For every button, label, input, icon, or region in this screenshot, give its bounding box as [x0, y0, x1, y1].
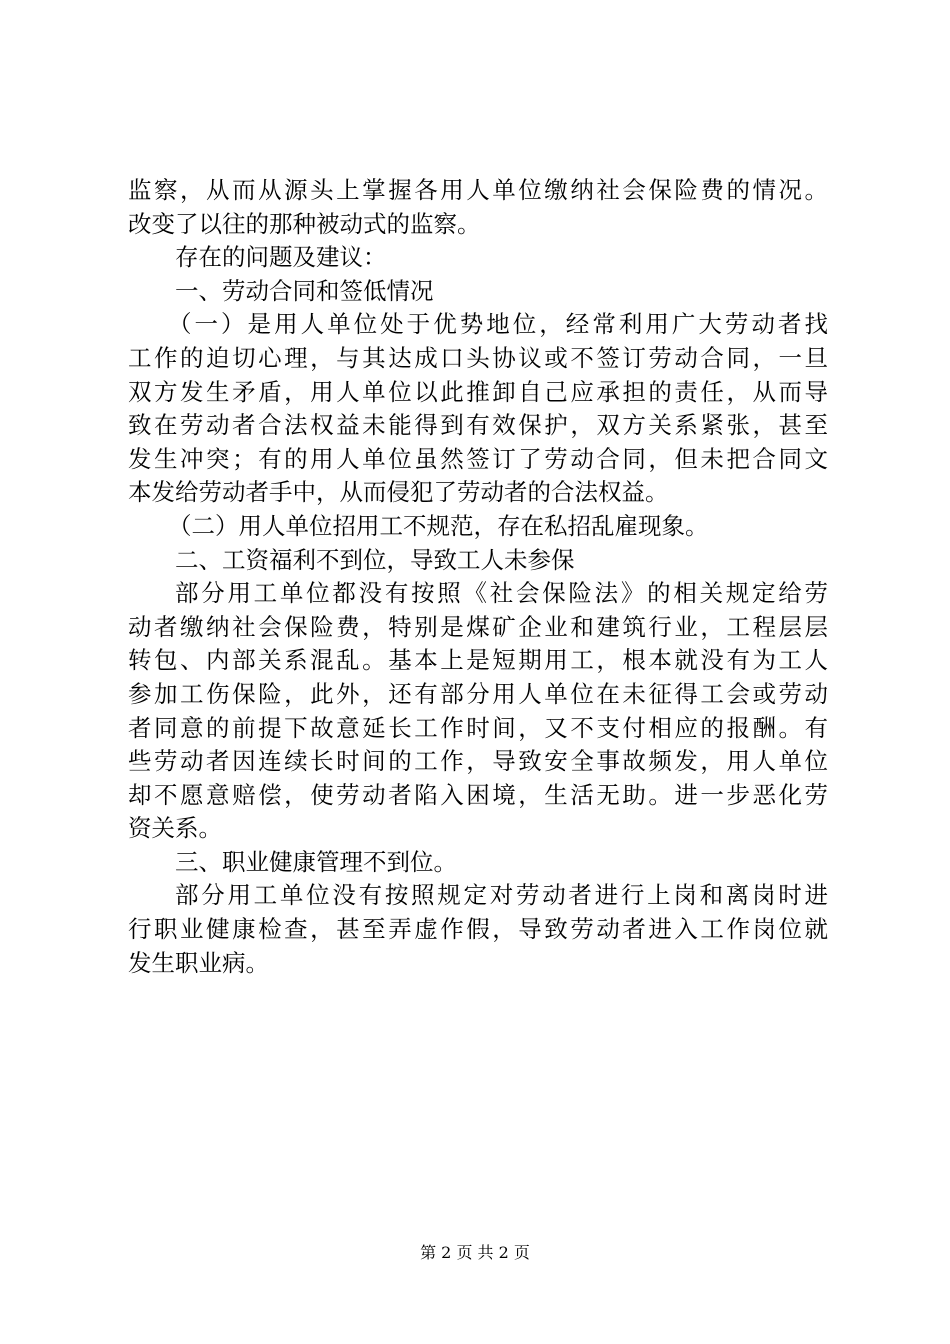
text-line: 转包、内部关系混乱。基本上是短期用工，根本就没有为工人 — [128, 646, 828, 675]
text-line: 一、劳动合同和签低情况 — [175, 276, 434, 305]
text-line: 存在的问题及建议： — [175, 243, 387, 272]
text-line: 部分用工单位没有按照规定对劳动者进行上岗和离岗时进 — [175, 881, 828, 910]
text-line: 致在劳动者合法权益未能得到有效保护，双方关系紧张，甚至 — [128, 411, 828, 440]
text-line: 者同意的前提下故意延长工作时间，又不支付相应的报酬。有 — [128, 713, 828, 742]
text-line: 工作的迫切心理，与其达成口头协议或不签订劳动合同，一旦 — [128, 343, 828, 372]
text-line: 双方发生矛盾，用人单位以此推卸自己应承担的责任，从而导 — [128, 377, 828, 406]
text-line: 监察，从而从源头上掌握各用人单位缴纳社会保险费的情况。 — [128, 176, 828, 204]
text-line: 本发给劳动者手中，从而侵犯了劳动者的合法权益。 — [128, 478, 669, 507]
page-number-label: 第 2 页 共 2 页 — [420, 1243, 530, 1262]
text-line: 却不愿意赔偿，使劳动者陷入困境，生活无助。进一步恶化劳 — [128, 780, 828, 809]
text-line: 发生冲突；有的用人单位虽然签订了劳动合同，但未把合同文 — [128, 444, 828, 473]
text-line: 些劳动者因连续长时间的工作，导致安全事故频发，用人单位 — [128, 747, 828, 776]
text-line: 发生职业病。 — [128, 948, 269, 977]
text-line: 行职业健康检查，甚至弄虚作假，导致劳动者进入工作岗位就 — [128, 915, 828, 944]
document-body — [128, 174, 828, 980]
text-line: 资关系。 — [128, 814, 222, 843]
text-line: 三、职业健康管理不到位。 — [175, 847, 457, 876]
text-line: 二、工资福利不到位，导致工人未参保 — [175, 545, 575, 574]
text-line: 动者缴纳社会保险费，特别是煤矿企业和建筑行业，工程层层 — [128, 612, 828, 641]
text-line: 参加工伤保险，此外，还有部分用人单位在未征得工会或劳动 — [128, 679, 828, 708]
page-footer — [0, 1243, 950, 1263]
text-line: 部分用工单位都没有按照《社会保险法》的相关规定给劳 — [175, 579, 828, 608]
text-line: 改变了以往的那种被动式的监察。 — [128, 209, 481, 238]
text-line: （一）是用人单位处于优势地位，经常利用广大劳动者找 — [168, 310, 828, 339]
text-line: （二）用人单位招用工不规范，存在私招乱雇现象。 — [168, 511, 709, 540]
